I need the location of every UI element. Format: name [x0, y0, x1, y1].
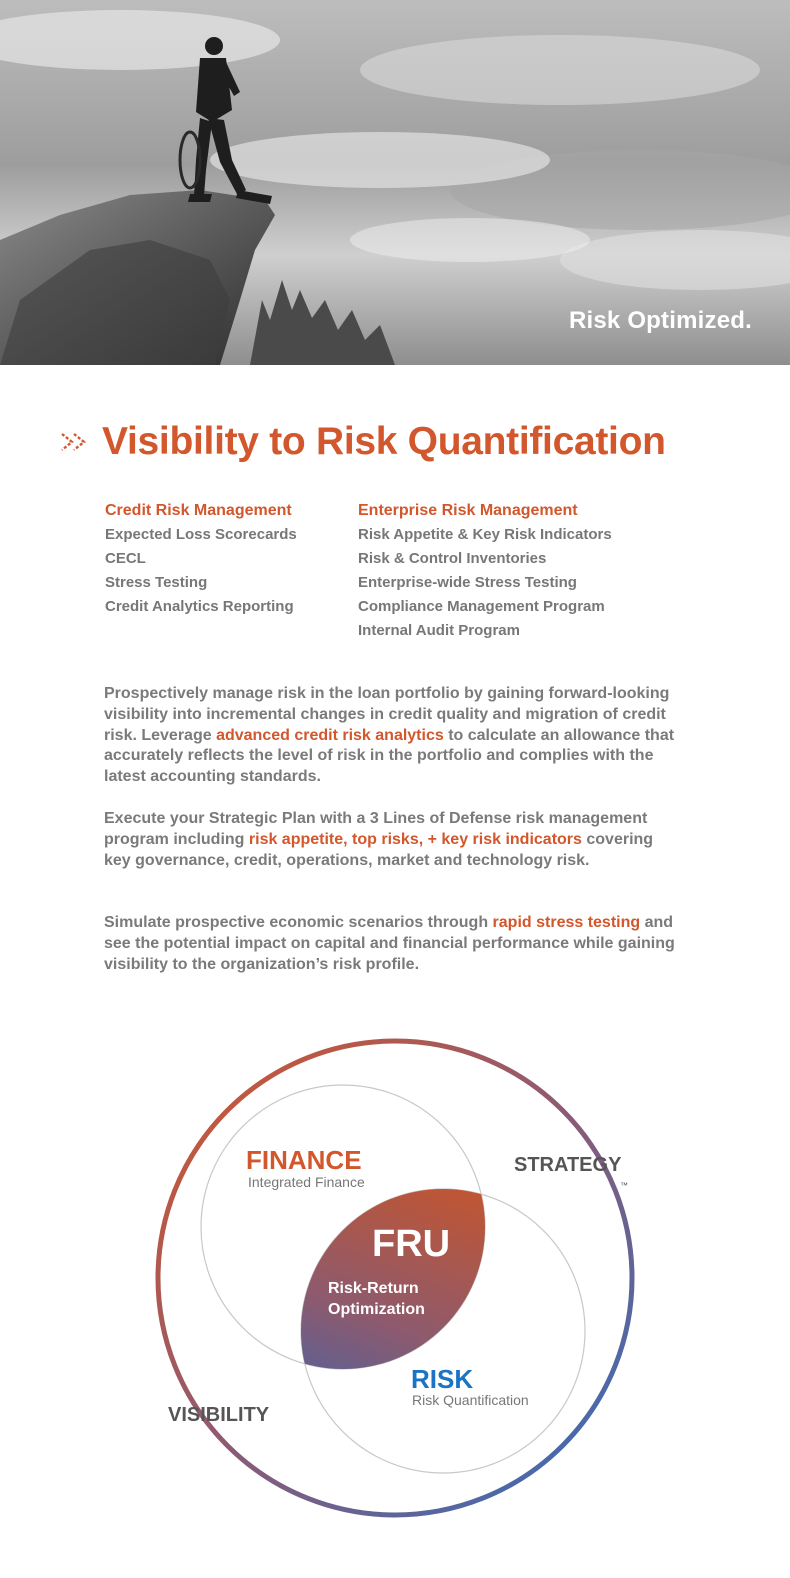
section-heading-row — [60, 420, 666, 464]
risk-subtitle: Risk Quantification — [412, 1392, 529, 1408]
highlight-link: risk appetite, top risks, + key risk indicators — [248, 830, 582, 848]
paragraph-text: to calculate an allowance that accurately reflects the level of risk in the portfolio and complies with the latest accounting standards. — [104, 726, 675, 786]
enterprise-risk-column — [358, 499, 658, 643]
hero-tagline: Risk Optimized. — [568, 307, 752, 334]
list-item: Enterprise-wide Stress Testing — [358, 574, 577, 591]
paragraph-text: and see the potential impact on capital and financial performance while gaining visibility to the organization’s risk profile. — [104, 914, 675, 973]
fru-subtitle-line2: Optimization — [328, 1301, 425, 1318]
fru-venn-diagram — [0, 1030, 790, 1570]
paragraph-text: Execute your Strategic Plan with a 3 Lines of Defense risk management program including — [104, 810, 648, 848]
list-item: Credit Analytics Reporting — [105, 598, 294, 615]
strategy-label: STRATEGY — [514, 1154, 622, 1176]
hero-banner — [0, 0, 790, 365]
double-chevron-icon — [60, 430, 92, 454]
list-item: Compliance Management Program — [358, 598, 605, 615]
highlight-link: rapid stress testing — [492, 914, 641, 931]
highlight-link: advanced credit risk analytics — [216, 726, 444, 744]
trademark-symbol: ™ — [620, 1181, 628, 1190]
credit-risk-column — [105, 499, 365, 619]
paragraph-stress-testing — [104, 913, 684, 975]
visibility-label: VISIBILITY — [168, 1404, 270, 1426]
page-title: Visibility to Risk Quantification — [102, 420, 666, 463]
paragraph-credit-risk — [104, 684, 684, 788]
list-item: CECL — [105, 550, 146, 567]
risk-title: RISK — [411, 1364, 474, 1394]
column-title: Enterprise Risk Management — [358, 502, 578, 519]
paragraph-enterprise-risk — [104, 809, 684, 871]
paragraph-text: Simulate prospective economic scenarios through — [104, 914, 493, 931]
column-title: Credit Risk Management — [105, 502, 292, 519]
fru-subtitle-line1: Risk-Return — [328, 1280, 419, 1297]
fru-title: FRU — [372, 1223, 451, 1265]
paragraph-text: covering key governance, credit, operations, market and technology risk. — [104, 830, 654, 869]
list-item: Risk Appetite & Key Risk Indicators — [358, 526, 612, 543]
finance-subtitle: Integrated Finance — [248, 1174, 365, 1190]
list-item: Risk & Control Inventories — [358, 550, 547, 567]
finance-title: FINANCE — [246, 1145, 362, 1175]
list-item: Internal Audit Program — [358, 622, 520, 639]
paragraph-text: Prospectively manage risk in the loan portfolio by gaining forward-looking visibility into incremental changes in credit quality and migration of credit risk. Leverage — [104, 685, 670, 744]
list-item: Expected Loss Scorecards — [105, 526, 297, 543]
list-item: Stress Testing — [105, 574, 208, 591]
